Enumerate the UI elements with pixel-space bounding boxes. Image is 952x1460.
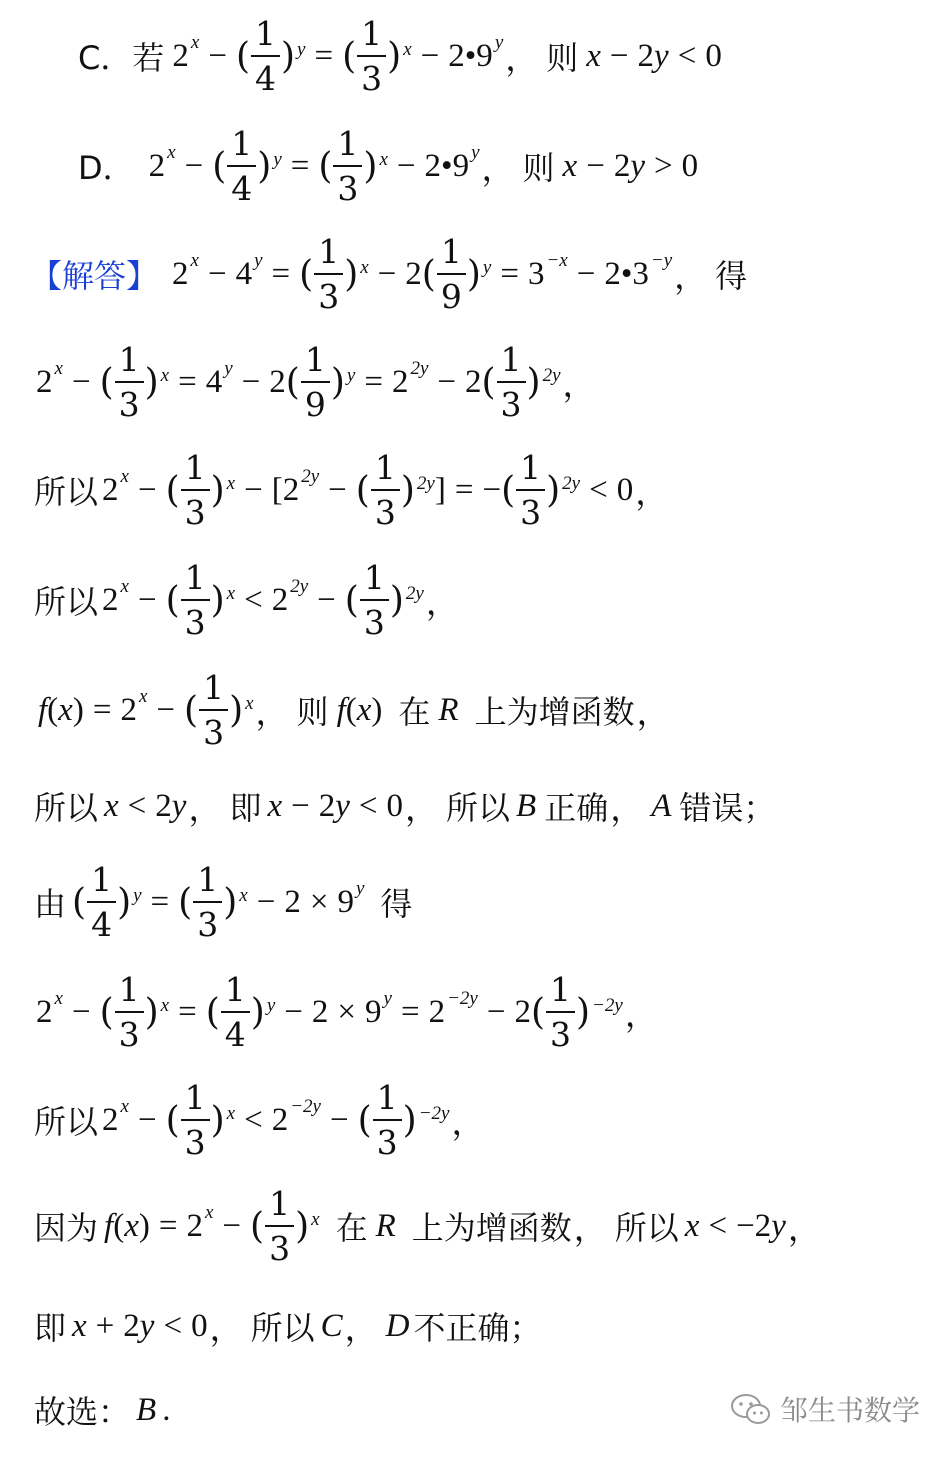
option-d-ze: 则: [522, 149, 555, 187]
yinwei-1: 因为: [34, 1209, 99, 1247]
option-c-row: C． 若 2 $^x$ − ( $\frac{1}{4}$ ) $^y$ = ( $\frac{1}{3}$ ) $^x$ − 2•9 $^y$ ， 则 x − 2 y < 0: [78, 14, 722, 98]
step-row-6: 所以 x < 2 y ， 即 x − 2 y < 0 ， 所以 B 正确 ， A 错误 ；: [0, 756, 952, 856]
solution-row-1: 【解答】 2 $^x$ − 4 $^y$ = ( $\frac{1}{3}$ ) $^x$ − 2 ( $\frac{1}{9}$ ) $^y$ = 3 $^{-x}$ − 2•3 $^{-y}$ ， 得: [30, 232, 748, 316]
zai-1: 在: [398, 693, 431, 731]
watermark-text: 邹生书数学: [779, 1394, 920, 1427]
answer-row: 故选： B .: [0, 1360, 952, 1460]
solution-tag: 【解答】: [30, 257, 159, 295]
step-row-2: 2 $^x$ − ( $\frac{1}{3}$ ) $^x$ = 4 $^y$ − 2 ( $\frac{1}{9}$ ) $^y$ = 2 $^{2y}$ − 2 ( $\frac{1}{3}$ ) $^{2y}$ ，: [36, 340, 596, 424]
step-row-10: 因为 f ( x ) = 2 $^x$ − ( $\frac{1}{3}$ ) $^x$ 在 R 上为增函数 ， 所以 x < −2 y ，: [34, 1184, 821, 1268]
option-c-ruo: 若: [132, 39, 165, 77]
option-d-label: D．: [78, 149, 135, 187]
suoyi-5: 所以: [34, 1103, 99, 1141]
step-row-3: 所以 2 $^x$ − ( $\frac{1}{3}$ ) $^x$ − [2 $^{2y}$ − ( $\frac{1}{3}$ ) $^{2y}$ ] = − ( $\frac{1}{3}$ ) $^{2y}$ < 0 ，: [34, 448, 669, 532]
solution-de: 得: [715, 257, 748, 295]
option-c-ze: 则: [546, 39, 579, 77]
you-1: 由: [34, 885, 67, 923]
suoyi-7: 所以: [250, 1309, 315, 1347]
zai-2: 在: [335, 1209, 368, 1247]
step-row-11: 即 x + 2 y < 0 ， 所以 C ， D 不正确 ；: [0, 1276, 952, 1376]
ji-1: 即: [229, 789, 262, 827]
option-d-row: D． 2 $^x$ − ( $\frac{1}{4}$ ) $^y$ = ( $\frac{1}{3}$ ) $^x$ − 2•9 $^y$ ， 则 x − 2 y > 0: [78, 124, 699, 208]
a-wrong: 错误: [679, 789, 744, 827]
increasing-1: 上为增函数: [474, 693, 635, 731]
suoyi-1: 所以: [34, 473, 99, 511]
step-row-8: 2 $^x$ − ( $\frac{1}{3}$ ) $^x$ = ( $\frac{1}{4}$ ) $^y$ − 2 × 9 $^y$ = 2 $^{-2y}$ − 2 ( $\frac{1}{3}$ ) $^{-2y}$ ，: [36, 970, 658, 1054]
suoyi-3: 所以: [34, 789, 99, 827]
suoyi-6: 所以: [614, 1209, 679, 1247]
ze-1: 则: [296, 693, 329, 731]
ji-2: 即: [34, 1309, 67, 1347]
b-correct: 正确: [544, 789, 609, 827]
guxuan: 故选：: [34, 1393, 131, 1431]
step-row-4: 所以 2 $^x$ − ( $\frac{1}{3}$ ) $^x$ < 2 $^{2y}$ − ( $\frac{1}{3}$ ) $^{2y}$ ，: [34, 558, 459, 642]
wechat-icon: [730, 1392, 772, 1426]
cd-wrong: 不正确: [413, 1309, 510, 1347]
increasing-2: 上为增函数: [411, 1209, 572, 1247]
de-1: 得: [380, 885, 413, 923]
option-c-label: C．: [78, 39, 133, 77]
suoyi-4: 所以: [446, 789, 511, 827]
step-row-9: 所以 2 $^x$ − ( $\frac{1}{3}$ ) $^x$ < 2 $^{-2y}$ − ( $\frac{1}{3}$ ) $^{-2y}$ ，: [34, 1078, 485, 1162]
step-row-5: f ( x ) = 2 $^x$ − ( $\frac{1}{3}$ ) $^x$ ， 则 f ( x ) 在 R 上为增函数 ，: [38, 668, 670, 752]
suoyi-2: 所以: [34, 583, 99, 621]
watermark: [730, 1384, 920, 1434]
step-row-7: 由 ( $\frac{1}{4}$ ) $^y$ = ( $\frac{1}{3}$ ) $^x$ − 2 × 9 $^y$ 得: [34, 860, 413, 944]
